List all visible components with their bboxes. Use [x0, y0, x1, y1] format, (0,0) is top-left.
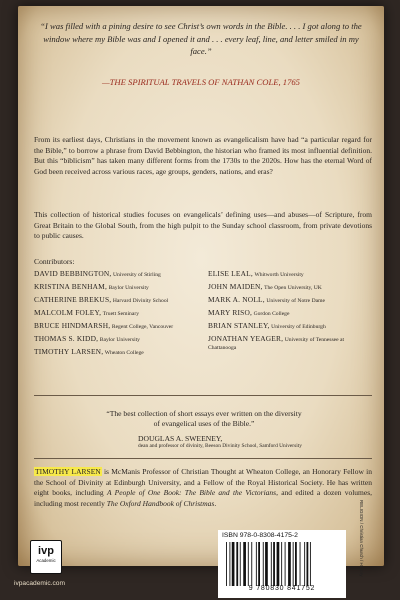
publisher-imprint: Academic	[36, 558, 56, 563]
contributor: BRUCE HINDMARSH, Regent College, Vancouver	[34, 321, 174, 330]
contributor: CATHERINE BREKUS, Harvard Divinity School	[34, 295, 169, 304]
bisac-category: RELIGION / Christian Church / History	[359, 500, 364, 577]
endorser-affiliation: dean and professor of divinity, Beeson Divinity School, Samford University	[138, 443, 302, 449]
contributor: JONATHAN YEAGER, University of Tennessee at Chattanooga	[208, 334, 345, 351]
divider-bottom	[34, 458, 372, 459]
contributor: JOHN MAIDEN, The Open University, UK	[208, 282, 322, 291]
contributors-heading: Contributors:	[34, 257, 75, 266]
contributor: MARK A. NOLL, University of Notre Dame	[208, 295, 325, 304]
author-name-highlight: TIMOTHY LARSEN	[35, 467, 101, 476]
contributors-list-left	[34, 268, 194, 359]
epigraph-quote: “I was filled with a pining desire to see Christ’s own words in the Bible. . . . I got along to the window where my Bible was and I opened it and . . . every leaf, line, and letter smiled in my face.”	[40, 21, 362, 57]
book-title: A People of One Book: The Bible and the Victorians	[106, 488, 277, 498]
contributor: ELISE LEAL, Whitworth University	[208, 269, 304, 278]
ivp-logo-icon: ivp	[38, 545, 54, 557]
contributor: MALCOLM FOLEY, Truett Seminary	[34, 308, 139, 317]
contributor: THOMAS S. KIDD, Baylor University	[34, 334, 140, 343]
barcode-number: 9 780830 841752	[248, 585, 316, 592]
publisher-url: ivpacademic.com	[14, 580, 65, 587]
description-paragraph-2: This collection of historical studies focuses on evangelicals’ defining uses—and abuses—of Scripture, from Great Britain to the Global South, from the high pulpit to the Sunday school classroom, from private devotions to public causes.	[34, 210, 372, 241]
isbn-label: ISBN 978-0-8308-4175-2	[222, 532, 298, 539]
endorser-name: DOUGLAS A. SWEENEY,	[138, 434, 223, 443]
endorsement-quote: “The best collection of short essays ever written on the diversity of evangelical uses of the Bible.”	[106, 409, 302, 429]
book-title: The Oxford Handbook of Christmas	[106, 498, 215, 508]
contributor: BRIAN STANLEY, University of Edinburgh	[208, 321, 326, 330]
divider-top	[34, 395, 372, 396]
contributor: MARY RISO, Gordon College	[208, 308, 290, 317]
contributors-list-right	[208, 268, 368, 352]
endorsement-source	[138, 435, 318, 450]
contributor: KRISTINA BENHAM, Baylor University	[34, 282, 149, 291]
contributor: DAVID BEBBINGTON, University of Stirling	[34, 269, 161, 278]
epigraph-source: —THE SPIRITUAL TRAVELS OF NATHAN COLE, 1765	[102, 77, 300, 87]
barcode-icon	[224, 542, 340, 586]
description-paragraph-1: From its earliest days, Christians in the movement known as evangelicalism have had “a particular regard for the Bible,” to borrow a phrase from David Bebbington, the historian who framed its most influential definition. But this “biblicism” has taken many different forms from the 1730s to the 2020s. How has the eternal Word of God been received across various races, age groups, genders, nations, and eras?	[34, 135, 372, 176]
barcode-area	[218, 530, 346, 598]
publisher-logo	[30, 540, 62, 574]
author-bio: TIMOTHY LARSEN is McManis Professor of Christian Thought at Wheaton College, an Honorary Fellow in the School of Divinity at Edinburgh University, and a Fellow of the Royal Historical Society. He has written eight books, including A People of One Book: The Bible and the Victorians, and edited a dozen volumes, including most recently The Oxford Handbook of Christmas.	[34, 467, 372, 508]
contributor: TIMOTHY LARSEN, Wheaton College	[34, 347, 144, 356]
